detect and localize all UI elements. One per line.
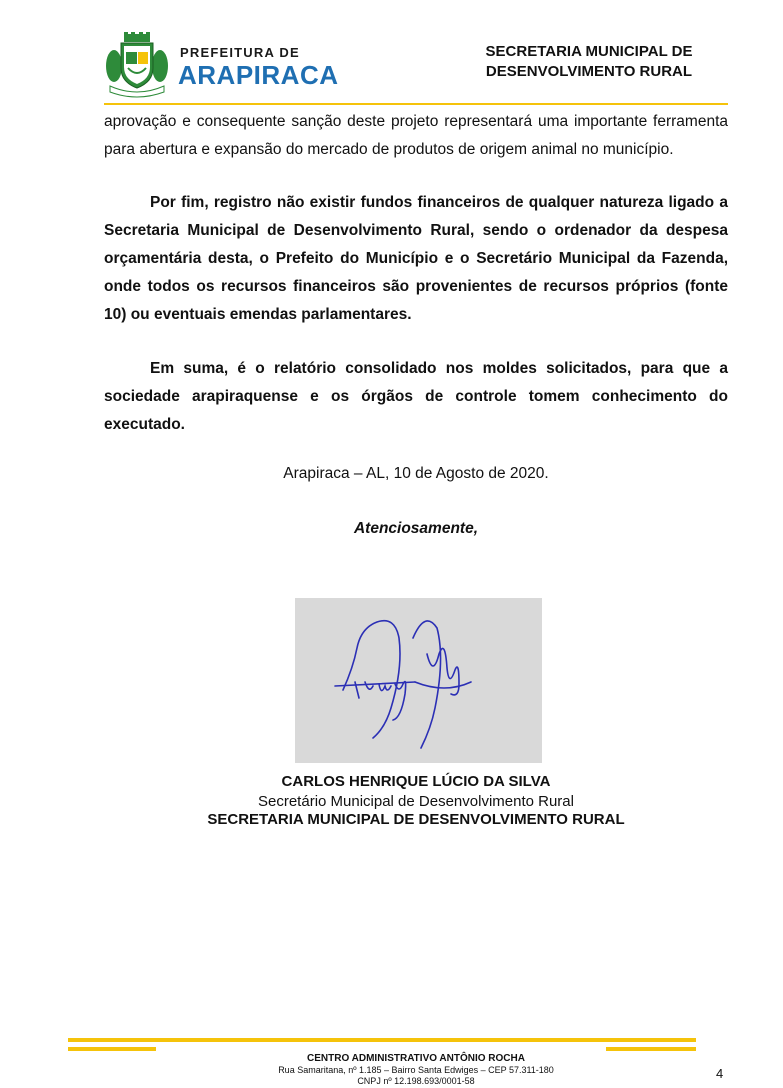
city-crest-icon	[104, 32, 170, 98]
page-number: 4	[716, 1066, 724, 1081]
signer-department: SECRETARIA MUNICIPAL DE DESENVOLVIMENTO RURAL	[207, 811, 625, 828]
handwritten-signature-icon	[295, 598, 542, 763]
prefeitura-label: PREFEITURA DE	[180, 45, 300, 60]
date-line: Arapiraca – AL, 10 de Agosto de 2020.	[283, 465, 549, 482]
footer-cnpj: CNPJ nº 12.198.693/0001-58	[357, 1076, 475, 1086]
secretaria-title-line-1: SECRETARIA MUNICIPAL DE	[485, 43, 693, 60]
header-divider	[104, 103, 728, 105]
paragraph-3: Em suma, é o relatório consolidado nos moldes solicitados, para que a sociedade arapiraquense e os órgãos de controle tomem conhecimento do executado.	[104, 360, 728, 433]
signer-role: Secretário Municipal de Desenvolvimento Rural	[258, 793, 574, 810]
secretaria-title-line-2: DESENVOLVIMENTO RURAL	[485, 63, 693, 80]
paragraph-1: aprovação e consequente sanção deste projeto representará uma importante ferramenta para abertura e expansão do mercado de produtos de origem animal no município.	[104, 113, 728, 158]
footer-divider-left	[68, 1047, 156, 1051]
signature-image	[295, 598, 542, 763]
footer-title: CENTRO ADMINISTRATIVO ANTÔNIO ROCHA	[307, 1053, 525, 1064]
closing-salutation: Atenciosamente,	[353, 520, 479, 537]
page-header	[0, 0, 783, 110]
prefeitura-logo	[104, 32, 339, 98]
signer-name: CARLOS HENRIQUE LÚCIO DA SILVA	[281, 773, 551, 790]
paragraph-2: Por fim, registro não existir fundos financeiros de qualquer natureza ligado a Secretaria Municipal de Desenvolvimento Rural, sendo o ordenador da despesa orçamentária desta, o Prefeito do Município e o Secretário Municipal da Fazenda, onde todos os recursos financeiros são provenientes de recursos próprios (fonte 10) ou eventuais emendas parlamentares.	[104, 194, 728, 323]
footer-divider-right	[606, 1047, 696, 1051]
secretaria-title	[459, 42, 719, 82]
city-name: ARAPIRACA	[178, 60, 339, 90]
footer-divider-top	[68, 1038, 696, 1042]
footer-address: Rua Samaritana, nº 1.185 – Bairro Santa Edwiges – CEP 57.311-180	[278, 1065, 554, 1075]
